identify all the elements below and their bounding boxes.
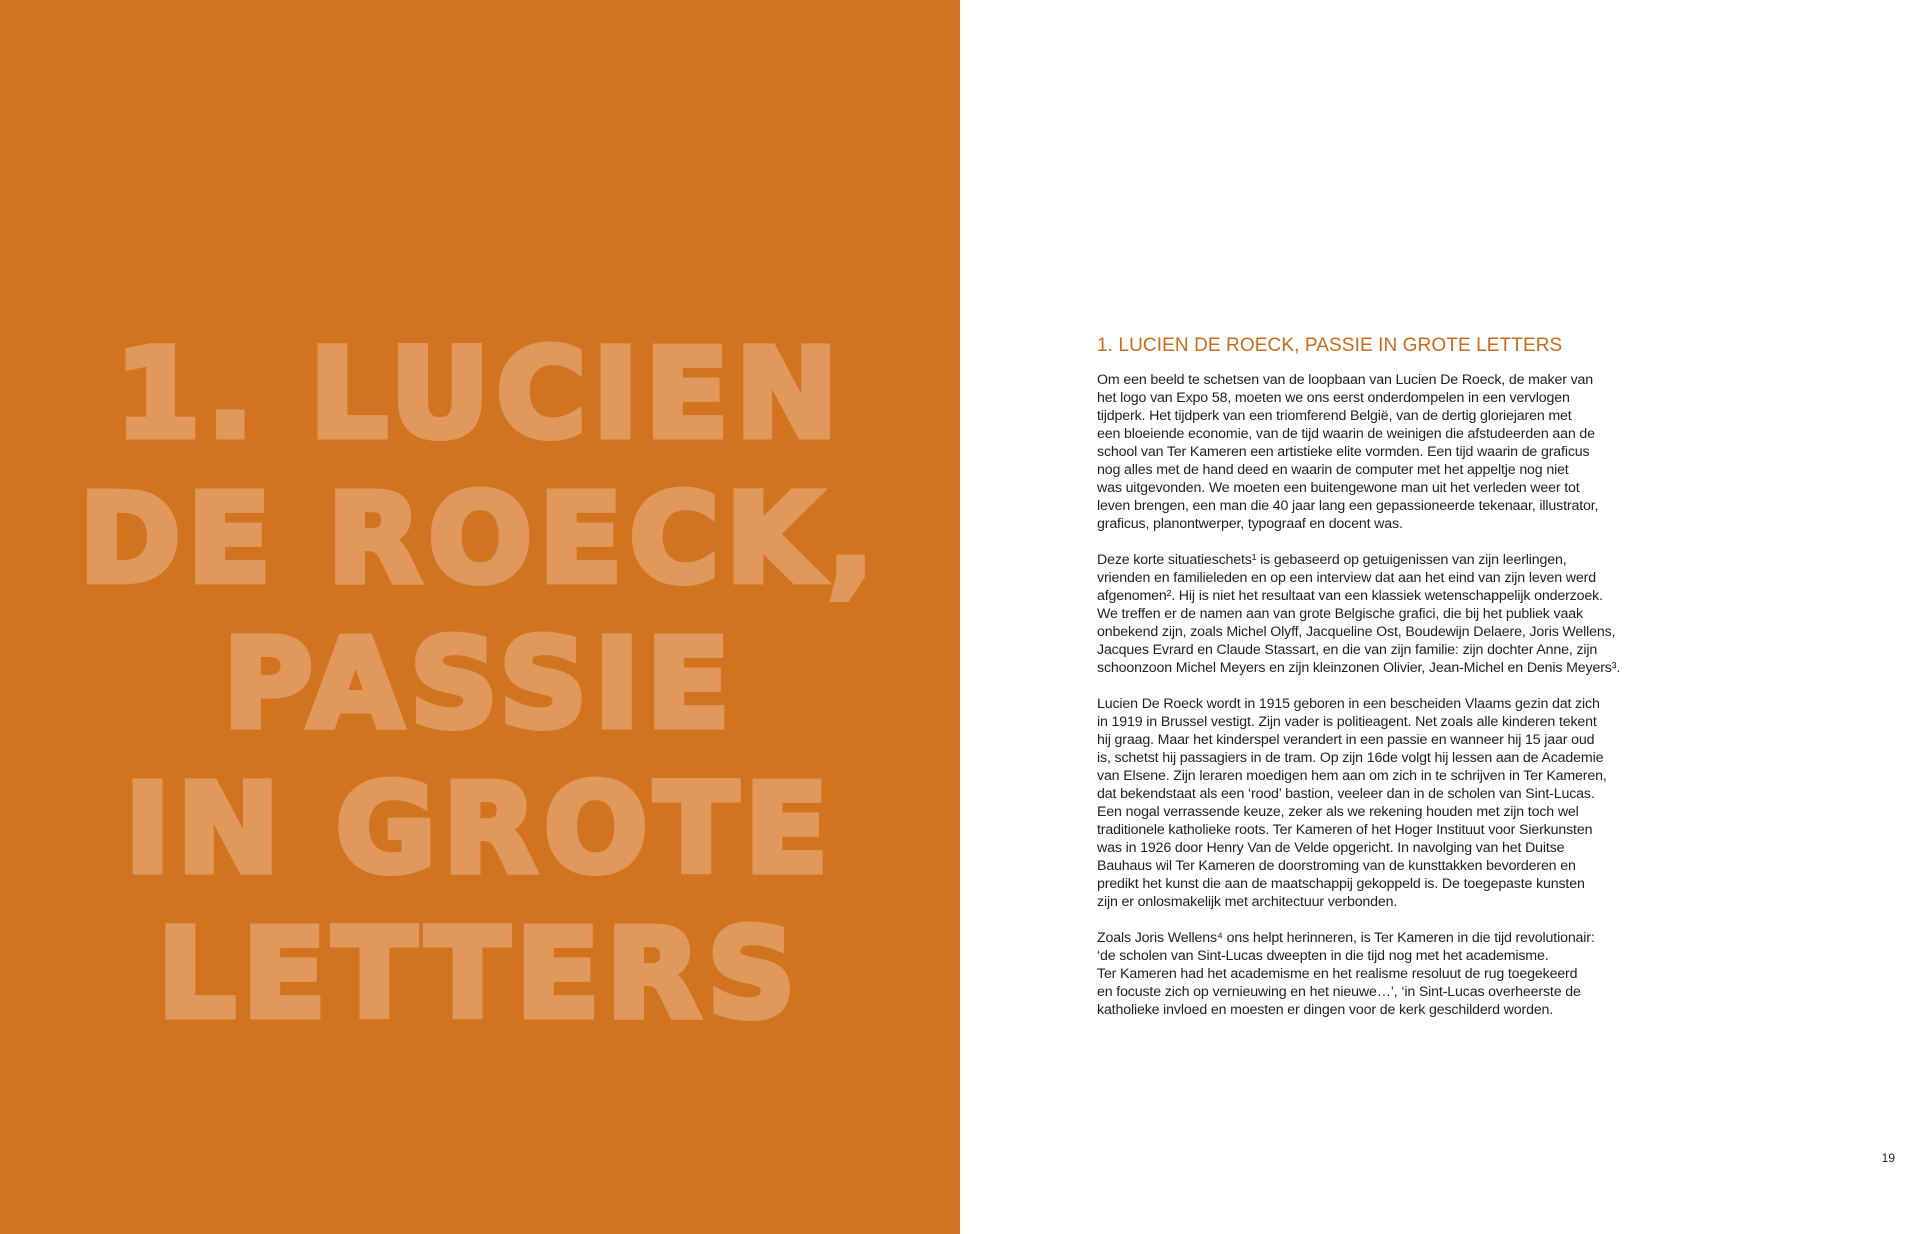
text-line: graficus, planontwerper, typograaf en docent was. bbox=[1097, 516, 1403, 532]
article-body bbox=[1097, 334, 1677, 1037]
text-line: dat bekendstaat als een ‘rood’ bastion, veeleer dan in de scholen van Sint-Lucas. bbox=[1097, 786, 1595, 802]
text-line: was uitgevonden. We moeten een buitengewone man uit het verleden weer tot bbox=[1097, 480, 1580, 496]
text-line: hij graag. Maar het kinderspel verandert in een passie en wanneer hij 15 jaar oud bbox=[1097, 732, 1595, 748]
text-line: Om een beeld te schetsen van de loopbaan van Lucien De Roeck, de maker van bbox=[1097, 372, 1594, 388]
text-line: en focuste zich op vernieuwing en het nieuwe…’, ‘in Sint-Lucas overheerste de bbox=[1097, 984, 1581, 1000]
display-title-line: DE ROECK, bbox=[79, 468, 881, 610]
display-title-line: PASSIE bbox=[223, 613, 737, 755]
text-line: tijdperk. Het tijdperk van een triomferend België, van de dertig gloriejaren met bbox=[1097, 408, 1572, 424]
text-line: een bloeiende economie, van de tijd waarin de weinigen die afstudeerden aan de bbox=[1097, 426, 1595, 442]
text-line: is, schetst hij passagiers in de tram. Op zijn 16de volgt hij lessen aan de Academie bbox=[1097, 750, 1604, 766]
body-paragraph bbox=[1097, 551, 1677, 677]
body-paragraph bbox=[1097, 371, 1677, 533]
text-line: Lucien De Roeck wordt in 1915 geboren in een bescheiden Vlaams gezin dat zich bbox=[1097, 696, 1600, 712]
text-line: katholieke invloed en moesten er dingen voor de kerk geschilderd worden. bbox=[1097, 1002, 1554, 1018]
display-title bbox=[0, 322, 960, 1047]
display-title-line: LETTERS bbox=[157, 903, 803, 1045]
text-line: ‘de scholen van Sint-Lucas dweepten in die tijd nog met het academisme. bbox=[1097, 948, 1549, 964]
text-line: We treffen er de namen aan van grote Belgische grafici, die bij het publiek vaak bbox=[1097, 606, 1583, 622]
text-line: schoonzoon Michel Meyers en zijn kleinzonen Olivier, Jean-Michel en Denis Meyers³. bbox=[1097, 660, 1621, 676]
display-title-line: IN GROTE bbox=[124, 758, 836, 900]
text-line: van Elsene. Zijn leraren moedigen hem aan om zich in te schrijven in Ter Kameren, bbox=[1097, 768, 1607, 784]
text-line: school van Ter Kameren een artistieke elite vormden. Een tijd waarin de graficus bbox=[1097, 444, 1590, 460]
text-line: zijn er onlosmakelijk met architectuur verbonden. bbox=[1097, 894, 1398, 910]
text-line: Bauhaus wil Ter Kameren de doorstroming van de kunsttakken bevorderen en bbox=[1097, 858, 1576, 874]
text-line: Een nogal verrassende keuze, zeker als we rekening houden met zijn toch wel bbox=[1097, 804, 1579, 820]
page-number: 19 bbox=[1881, 1151, 1895, 1165]
text-line: Ter Kameren had het academisme en het realisme resoluut de rug toegekeerd bbox=[1097, 966, 1578, 982]
text-line: in 1919 in Brussel vestigt. Zijn vader is politieagent. Net zoals alle kinderen tekent bbox=[1097, 714, 1597, 730]
text-line: afgenomen². Hij is niet het resultaat van een klassiek wetenschappelijk onderzoek. bbox=[1097, 588, 1603, 604]
right-page bbox=[960, 0, 1920, 1234]
text-line: leven brengen, een man die 40 jaar lang een gepassioneerde tekenaar, illustrator, bbox=[1097, 498, 1599, 514]
text-line: het logo van Expo 58, moeten we ons eerst onderdompelen in een vervlogen bbox=[1097, 390, 1570, 406]
text-line: Jacques Evrard en Claude Stassart, en die van zijn familie: zijn dochter Anne, zijn bbox=[1097, 642, 1598, 658]
text-line: vrienden en familieleden en op een interview dat aan het eind van zijn leven werd bbox=[1097, 570, 1596, 586]
text-line: nog alles met de hand deed en waarin de computer met het appeltje nog niet bbox=[1097, 462, 1569, 478]
text-line: Deze korte situatieschets¹ is gebaseerd op getuigenissen van zijn leerlingen, bbox=[1097, 552, 1567, 568]
text-line: Zoals Joris Wellens⁴ ons helpt herinneren, is Ter Kameren in die tijd revolutionair: bbox=[1097, 930, 1595, 946]
text-line: predikt het kunst die aan de maatschappij gekoppeld is. De toegepaste kunsten bbox=[1097, 876, 1585, 892]
display-title-line: 1. LUCIEN bbox=[115, 323, 845, 465]
body-paragraph bbox=[1097, 695, 1677, 911]
chapter-heading: 1. LUCIEN DE ROECK, PASSIE IN GROTE LETTERS bbox=[1097, 335, 1563, 356]
text-line: was in 1926 door Henry Van de Velde opgericht. In navolging van het Duitse bbox=[1097, 840, 1565, 856]
text-line: onbekend zijn, zoals Michel Olyff, Jacqueline Ost, Boudewijn Delaere, Joris Wellens, bbox=[1097, 624, 1616, 640]
body-paragraph bbox=[1097, 929, 1677, 1019]
text-line: traditionele katholieke roots. Ter Kameren of het Hoger Instituut voor Sierkunsten bbox=[1097, 822, 1593, 838]
